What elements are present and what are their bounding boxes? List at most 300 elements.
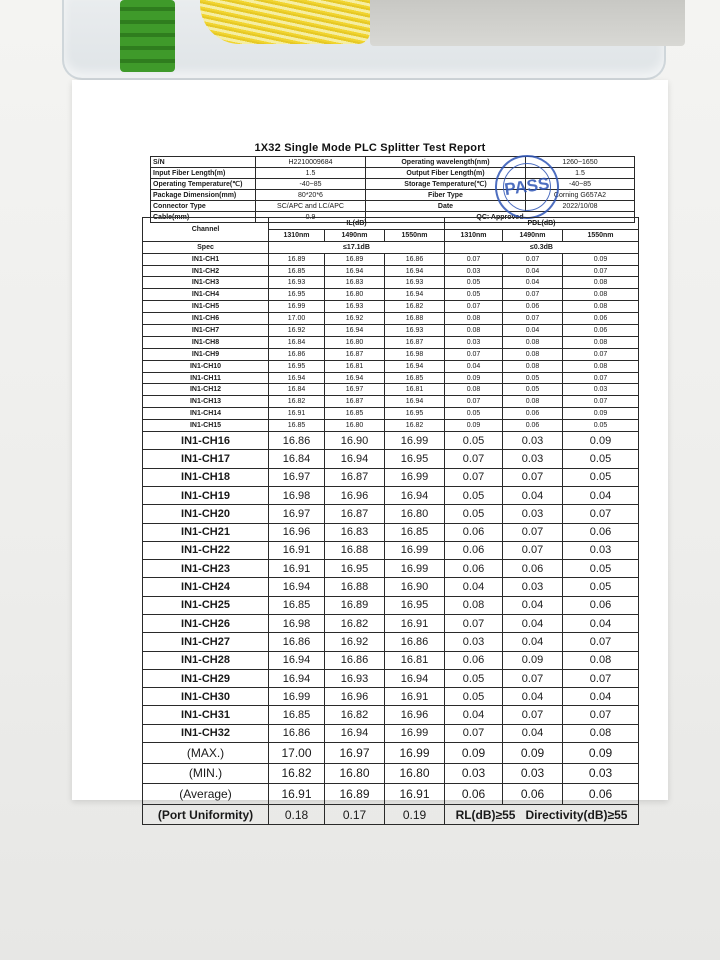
table-row: [143, 289, 639, 301]
table-row: [143, 348, 639, 360]
summary-cell: 16.89: [325, 784, 385, 805]
table-row: [143, 706, 639, 724]
measurement-cell: 0.05: [445, 432, 503, 450]
measurement-cell: 16.84: [269, 384, 325, 396]
il-header: IL(dB): [269, 218, 445, 230]
table-row: [143, 301, 639, 313]
measurement-cell: 16.99: [385, 432, 445, 450]
measurement-cell: 16.81: [325, 360, 385, 372]
measurement-cell: 16.89: [325, 596, 385, 614]
measurement-cell: 16.98: [269, 486, 325, 504]
measurement-cell: 16.94: [325, 450, 385, 468]
measurement-cell: 0.08: [563, 651, 639, 669]
measurement-cell: 0.05: [445, 669, 503, 687]
measurement-cell: 16.91: [269, 408, 325, 420]
measurement-cell: 16.93: [325, 301, 385, 313]
measurement-cell: 16.80: [325, 336, 385, 348]
measurement-cell: 0.05: [445, 486, 503, 504]
measurement-cell: 16.86: [269, 633, 325, 651]
summary-label: (MAX.): [143, 743, 269, 764]
summary-cell: 16.80: [385, 763, 445, 784]
measurement-cell: 0.04: [503, 277, 563, 289]
measurement-cell: 0.07: [445, 724, 503, 742]
measurement-cell: 0.05: [563, 468, 639, 486]
channel-name: IN1-CH28: [143, 651, 269, 669]
measurement-cell: 0.07: [563, 505, 639, 523]
measurement-cell: 16.94: [385, 265, 445, 277]
table-row: [143, 384, 639, 396]
measurement-cell: 0.05: [563, 420, 639, 432]
info-row: [151, 201, 635, 212]
table-row: [143, 420, 639, 432]
channel-name: IN1-CH15: [143, 420, 269, 432]
port-uniformity-value: 0.19: [385, 804, 445, 825]
spec-pdl: ≤0.3dB: [445, 241, 639, 253]
measurement-cell: 0.03: [445, 336, 503, 348]
measurement-cell: 16.86: [385, 253, 445, 265]
info-value: 1.5: [256, 168, 366, 179]
info-label: Input Fiber Length(m): [151, 168, 256, 179]
info-label: Fiber Type: [366, 190, 526, 201]
measurement-cell: 0.06: [503, 301, 563, 313]
measurement-cell: 0.08: [445, 596, 503, 614]
summary-cell: 16.82: [269, 763, 325, 784]
table-row: [143, 523, 639, 541]
report-title: 1X32 Single Mode PLC Splitter Test Report: [254, 142, 486, 154]
measurement-cell: 0.07: [563, 706, 639, 724]
measurement-cell: 16.94: [385, 396, 445, 408]
wavelength-header: 1550nm: [563, 229, 639, 241]
measurement-cell: 0.07: [503, 253, 563, 265]
measurement-cell: 0.09: [563, 253, 639, 265]
measurement-cell: 16.91: [385, 615, 445, 633]
info-value: 1260~1650: [526, 157, 635, 168]
table-row: [143, 277, 639, 289]
measurement-cell: 0.03: [563, 541, 639, 559]
channel-name: IN1-CH21: [143, 523, 269, 541]
measurement-cell: 16.96: [269, 523, 325, 541]
measurement-cell: 0.08: [445, 384, 503, 396]
measurement-cell: 0.06: [445, 523, 503, 541]
measurement-cell: 16.94: [269, 372, 325, 384]
measurement-cell: 16.92: [325, 313, 385, 325]
measurement-cell: 0.06: [445, 541, 503, 559]
summary-label: (MIN.): [143, 763, 269, 784]
summary-cell: 0.09: [445, 743, 503, 764]
channel-name: IN1-CH30: [143, 688, 269, 706]
measurement-cell: 0.08: [563, 724, 639, 742]
summary-cell: 17.00: [269, 743, 325, 764]
wavelength-header: 1490nm: [503, 229, 563, 241]
info-label: Package Dimension(mm): [151, 190, 256, 201]
port-uniformity-value: 0.18: [269, 804, 325, 825]
measurement-cell: 0.09: [563, 432, 639, 450]
measurement-cell: 0.07: [563, 265, 639, 277]
measurement-cell: 16.84: [269, 450, 325, 468]
measurement-cell: 16.86: [325, 651, 385, 669]
measurement-cell: 16.94: [269, 669, 325, 687]
measurement-cell: 16.96: [325, 486, 385, 504]
measurement-table: [142, 217, 639, 825]
measurement-cell: 16.85: [269, 706, 325, 724]
measurement-cell: 0.03: [563, 384, 639, 396]
measurement-cell: 0.08: [503, 336, 563, 348]
measurement-cell: 0.04: [503, 615, 563, 633]
measurement-cell: 0.07: [563, 633, 639, 651]
info-label: Output Fiber Length(m): [366, 168, 526, 179]
channel-name: IN1-CH24: [143, 578, 269, 596]
measurement-cell: 0.06: [563, 523, 639, 541]
measurement-cell: 16.94: [385, 289, 445, 301]
table-row: [143, 560, 639, 578]
port-uniformity-row: [143, 804, 639, 825]
info-row: [151, 168, 635, 179]
info-row: [151, 190, 635, 201]
info-label: Operating wavelength(nm): [366, 157, 526, 168]
info-label: Operating Temperature(℃): [151, 179, 256, 190]
measurement-cell: 16.87: [325, 348, 385, 360]
measurement-cell: 0.03: [445, 633, 503, 651]
measurement-cell: 16.96: [385, 706, 445, 724]
channel-name: IN1-CH31: [143, 706, 269, 724]
measurement-cell: 16.85: [269, 596, 325, 614]
port-uniformity-label: (Port Uniformity): [143, 804, 269, 825]
table-row: [143, 615, 639, 633]
measurement-cell: 16.92: [325, 633, 385, 651]
measurement-cell: 0.09: [563, 408, 639, 420]
table-row: [143, 724, 639, 742]
channel-name: IN1-CH3: [143, 277, 269, 289]
channel-name: IN1-CH18: [143, 468, 269, 486]
report-info-table: [150, 156, 635, 223]
measurement-cell: 0.04: [503, 265, 563, 277]
info-row: [151, 157, 635, 168]
measurement-cell: 16.94: [325, 265, 385, 277]
info-value: Corning G657A2: [526, 190, 635, 201]
measurement-cell: 0.05: [445, 505, 503, 523]
measurement-cell: 16.89: [325, 253, 385, 265]
summary-cell: 16.80: [325, 763, 385, 784]
measurement-cell: 16.93: [269, 277, 325, 289]
info-label: Date: [366, 201, 526, 212]
measurement-cell: 0.05: [563, 578, 639, 596]
measurement-cell: 16.87: [325, 505, 385, 523]
measurement-cell: 0.07: [503, 523, 563, 541]
port-uniformity-value: 0.17: [325, 804, 385, 825]
measurement-cell: 16.94: [385, 669, 445, 687]
rl-directivity-cell: [445, 804, 639, 825]
channel-name: IN1-CH5: [143, 301, 269, 313]
summary-cell: 0.03: [503, 763, 563, 784]
table-row: [143, 265, 639, 277]
measurement-cell: 0.08: [503, 348, 563, 360]
measurement-cell: 0.05: [503, 384, 563, 396]
channel-name: IN1-CH20: [143, 505, 269, 523]
measurement-cell: 0.08: [563, 336, 639, 348]
summary-cell: 0.03: [563, 763, 639, 784]
measurement-cell: 16.84: [269, 336, 325, 348]
measurement-cell: 0.04: [445, 360, 503, 372]
measurement-cell: 16.87: [325, 468, 385, 486]
measurement-cell: 0.07: [445, 253, 503, 265]
measurement-cell: 0.04: [563, 688, 639, 706]
measurement-cell: 0.03: [503, 505, 563, 523]
measurement-cell: 16.81: [385, 651, 445, 669]
info-value: -40~85: [526, 179, 635, 190]
measurement-cell: 16.80: [325, 289, 385, 301]
measurement-cell: 0.04: [445, 706, 503, 724]
measurement-cell: 0.04: [503, 325, 563, 337]
measurement-cell: 0.06: [445, 560, 503, 578]
channel-header: Channel: [143, 218, 269, 242]
channel-name: IN1-CH8: [143, 336, 269, 348]
measurement-cell: 16.94: [269, 578, 325, 596]
measurement-cell: 16.97: [269, 468, 325, 486]
measurement-cell: 16.93: [385, 277, 445, 289]
measurement-cell: 16.99: [385, 468, 445, 486]
measurement-cell: 16.99: [385, 560, 445, 578]
info-value: SC/APC and LC/APC: [256, 201, 366, 212]
channel-name: IN1-CH32: [143, 724, 269, 742]
summary-cell: 16.91: [269, 784, 325, 805]
measurement-cell: 0.07: [503, 541, 563, 559]
measurement-cell: 16.90: [325, 432, 385, 450]
measurement-cell: 0.07: [503, 468, 563, 486]
measurement-cell: 16.94: [325, 372, 385, 384]
info-value: 1.5: [526, 168, 635, 179]
measurement-cell: 0.09: [445, 420, 503, 432]
table-row: [143, 360, 639, 372]
green-fiber-connectors: [120, 0, 175, 72]
measurement-cell: 0.08: [563, 301, 639, 313]
measurement-cell: 16.88: [325, 578, 385, 596]
measurement-cell: 16.99: [385, 541, 445, 559]
measurement-cell: 0.08: [563, 360, 639, 372]
info-value: -40~85: [256, 179, 366, 190]
measurement-cell: 16.91: [385, 688, 445, 706]
channel-name: IN1-CH11: [143, 372, 269, 384]
info-label: Storage Temperature(℃): [366, 179, 526, 190]
measurement-cell: 0.05: [563, 560, 639, 578]
info-label: Connector Type: [151, 201, 256, 212]
measurement-cell: 16.95: [385, 450, 445, 468]
measurement-cell: 0.08: [445, 313, 503, 325]
measurement-cell: 0.07: [445, 301, 503, 313]
measurement-cell: 0.07: [445, 450, 503, 468]
measurement-cell: 0.04: [503, 486, 563, 504]
summary-label: (Average): [143, 784, 269, 805]
measurement-cell: 16.97: [325, 384, 385, 396]
measurement-cell: 0.06: [503, 408, 563, 420]
measurement-cell: 16.98: [385, 348, 445, 360]
table-row: [143, 313, 639, 325]
measurement-cell: 0.08: [563, 289, 639, 301]
measurement-cell: 16.80: [325, 420, 385, 432]
measurement-cell: 16.94: [385, 486, 445, 504]
channel-name: IN1-CH10: [143, 360, 269, 372]
measurement-cell: 0.04: [503, 688, 563, 706]
measurement-cell: 16.81: [385, 384, 445, 396]
measurement-cell: 16.82: [325, 615, 385, 633]
measurement-cell: 0.06: [563, 596, 639, 614]
directivity-spec: Directivity(dB)≥55: [525, 807, 628, 822]
channel-name: IN1-CH6: [143, 313, 269, 325]
channel-name: IN1-CH14: [143, 408, 269, 420]
summary-cell: 16.99: [385, 743, 445, 764]
measurement-cell: 0.07: [445, 468, 503, 486]
measurement-cell: 0.07: [503, 706, 563, 724]
measurement-cell: 16.82: [325, 706, 385, 724]
measurement-cell: 16.82: [385, 420, 445, 432]
spec-il: ≤17.1dB: [269, 241, 445, 253]
table-row: [143, 450, 639, 468]
channel-name: IN1-CH13: [143, 396, 269, 408]
table-row: [143, 651, 639, 669]
summary-cell: 16.97: [325, 743, 385, 764]
channel-name: IN1-CH29: [143, 669, 269, 687]
measurement-cell: 16.85: [385, 523, 445, 541]
measurement-cell: 16.90: [385, 578, 445, 596]
measurement-cell: 16.98: [269, 615, 325, 633]
measurement-cell: 0.06: [503, 420, 563, 432]
test-report-sheet: [72, 80, 668, 822]
measurement-cell: 16.86: [385, 633, 445, 651]
measurement-cell: 16.83: [325, 277, 385, 289]
summary-row: [143, 743, 639, 764]
measurement-cell: 0.04: [503, 596, 563, 614]
measurement-cell: 0.05: [445, 277, 503, 289]
measurement-cell: 0.08: [503, 396, 563, 408]
channel-name: IN1-CH4: [143, 289, 269, 301]
measurement-cell: 0.07: [445, 615, 503, 633]
measurement-cell: 0.03: [503, 578, 563, 596]
measurement-cell: 16.88: [385, 313, 445, 325]
measurement-cell: 16.95: [269, 289, 325, 301]
measurement-cell: 0.06: [445, 651, 503, 669]
measurement-cell: 16.95: [385, 596, 445, 614]
wavelength-header: 1490nm: [325, 229, 385, 241]
measurement-cell: 16.80: [385, 505, 445, 523]
measurement-cell: 16.94: [385, 360, 445, 372]
info-label: Cable(mm): [151, 212, 256, 223]
pdl-header: PDL(dB): [445, 218, 639, 230]
measurement-cell: 0.07: [445, 396, 503, 408]
summary-cell: 0.09: [503, 743, 563, 764]
channel-name: IN1-CH22: [143, 541, 269, 559]
measurement-cell: 16.87: [385, 336, 445, 348]
measurement-cell: 16.82: [385, 301, 445, 313]
measurement-cell: 0.03: [503, 432, 563, 450]
measurement-cell: 0.05: [503, 372, 563, 384]
measurement-cell: 16.92: [269, 325, 325, 337]
info-row: [151, 179, 635, 190]
info-value: H2210009684: [256, 157, 366, 168]
table-row: [143, 486, 639, 504]
measurement-cell: 0.07: [563, 348, 639, 360]
channel-name: IN1-CH7: [143, 325, 269, 337]
measurement-cell: 16.85: [325, 408, 385, 420]
info-value: 80*20*6: [256, 190, 366, 201]
measurement-cell: 16.87: [325, 396, 385, 408]
table-row: [143, 468, 639, 486]
measurement-cell: 0.05: [445, 408, 503, 420]
table-row: [143, 505, 639, 523]
summary-cell: 0.03: [445, 763, 503, 784]
measurement-cell: 0.08: [503, 360, 563, 372]
pass-stamp: PASS: [491, 151, 563, 223]
info-value: 2022/10/08: [526, 201, 635, 212]
channel-name: IN1-CH1: [143, 253, 269, 265]
summary-cell: 0.09: [563, 743, 639, 764]
measurement-cell: 16.95: [385, 408, 445, 420]
measurement-cell: 0.04: [445, 578, 503, 596]
measurement-cell: 0.07: [563, 396, 639, 408]
summary-row: [143, 763, 639, 784]
channel-name: IN1-CH19: [143, 486, 269, 504]
channel-name: IN1-CH25: [143, 596, 269, 614]
wavelength-header: 1310nm: [445, 229, 503, 241]
measurement-cell: 0.04: [563, 486, 639, 504]
measurement-cell: 16.97: [269, 505, 325, 523]
measurement-cell: 16.88: [325, 541, 385, 559]
channel-name: IN1-CH26: [143, 615, 269, 633]
measurement-cell: 0.05: [445, 289, 503, 301]
channel-name: IN1-CH12: [143, 384, 269, 396]
measurement-cell: 0.08: [445, 325, 503, 337]
measurement-cell: 16.99: [385, 724, 445, 742]
summary-cell: 0.06: [503, 784, 563, 805]
measurement-cell: 16.93: [385, 325, 445, 337]
measurement-cell: 16.94: [269, 651, 325, 669]
table-row: [143, 541, 639, 559]
table-row: [143, 688, 639, 706]
measurement-cell: 0.05: [563, 450, 639, 468]
measurement-cell: 0.07: [503, 669, 563, 687]
measurement-cell: 0.06: [503, 560, 563, 578]
measurement-cell: 16.91: [269, 541, 325, 559]
measurement-cell: 16.86: [269, 432, 325, 450]
rl-spec: RL(dB)≥55: [455, 807, 516, 822]
measurement-cell: 16.86: [269, 724, 325, 742]
spec-label: Spec: [143, 241, 269, 253]
channel-name: IN1-CH27: [143, 633, 269, 651]
table-row: [143, 669, 639, 687]
table-row: [143, 578, 639, 596]
measurement-cell: 0.03: [503, 450, 563, 468]
table-row: [143, 253, 639, 265]
summary-cell: 0.06: [445, 784, 503, 805]
measurement-cell: 0.07: [563, 669, 639, 687]
wavelength-header: 1550nm: [385, 229, 445, 241]
summary-row: [143, 784, 639, 805]
channel-name: IN1-CH16: [143, 432, 269, 450]
measurement-cell: 0.04: [503, 724, 563, 742]
measurement-cell: 0.04: [503, 633, 563, 651]
measurement-cell: 0.09: [445, 372, 503, 384]
measurement-cell: 0.07: [445, 348, 503, 360]
measurement-cell: 16.82: [269, 396, 325, 408]
measurement-cell: 0.04: [563, 615, 639, 633]
measurement-cell: 0.07: [503, 313, 563, 325]
table-row: [143, 432, 639, 450]
table-row: [143, 336, 639, 348]
measurement-cell: 0.06: [563, 325, 639, 337]
table-row: [143, 396, 639, 408]
table-row: [143, 372, 639, 384]
measurement-cell: 16.94: [325, 724, 385, 742]
measurement-cell: 16.94: [325, 325, 385, 337]
channel-name: IN1-CH9: [143, 348, 269, 360]
